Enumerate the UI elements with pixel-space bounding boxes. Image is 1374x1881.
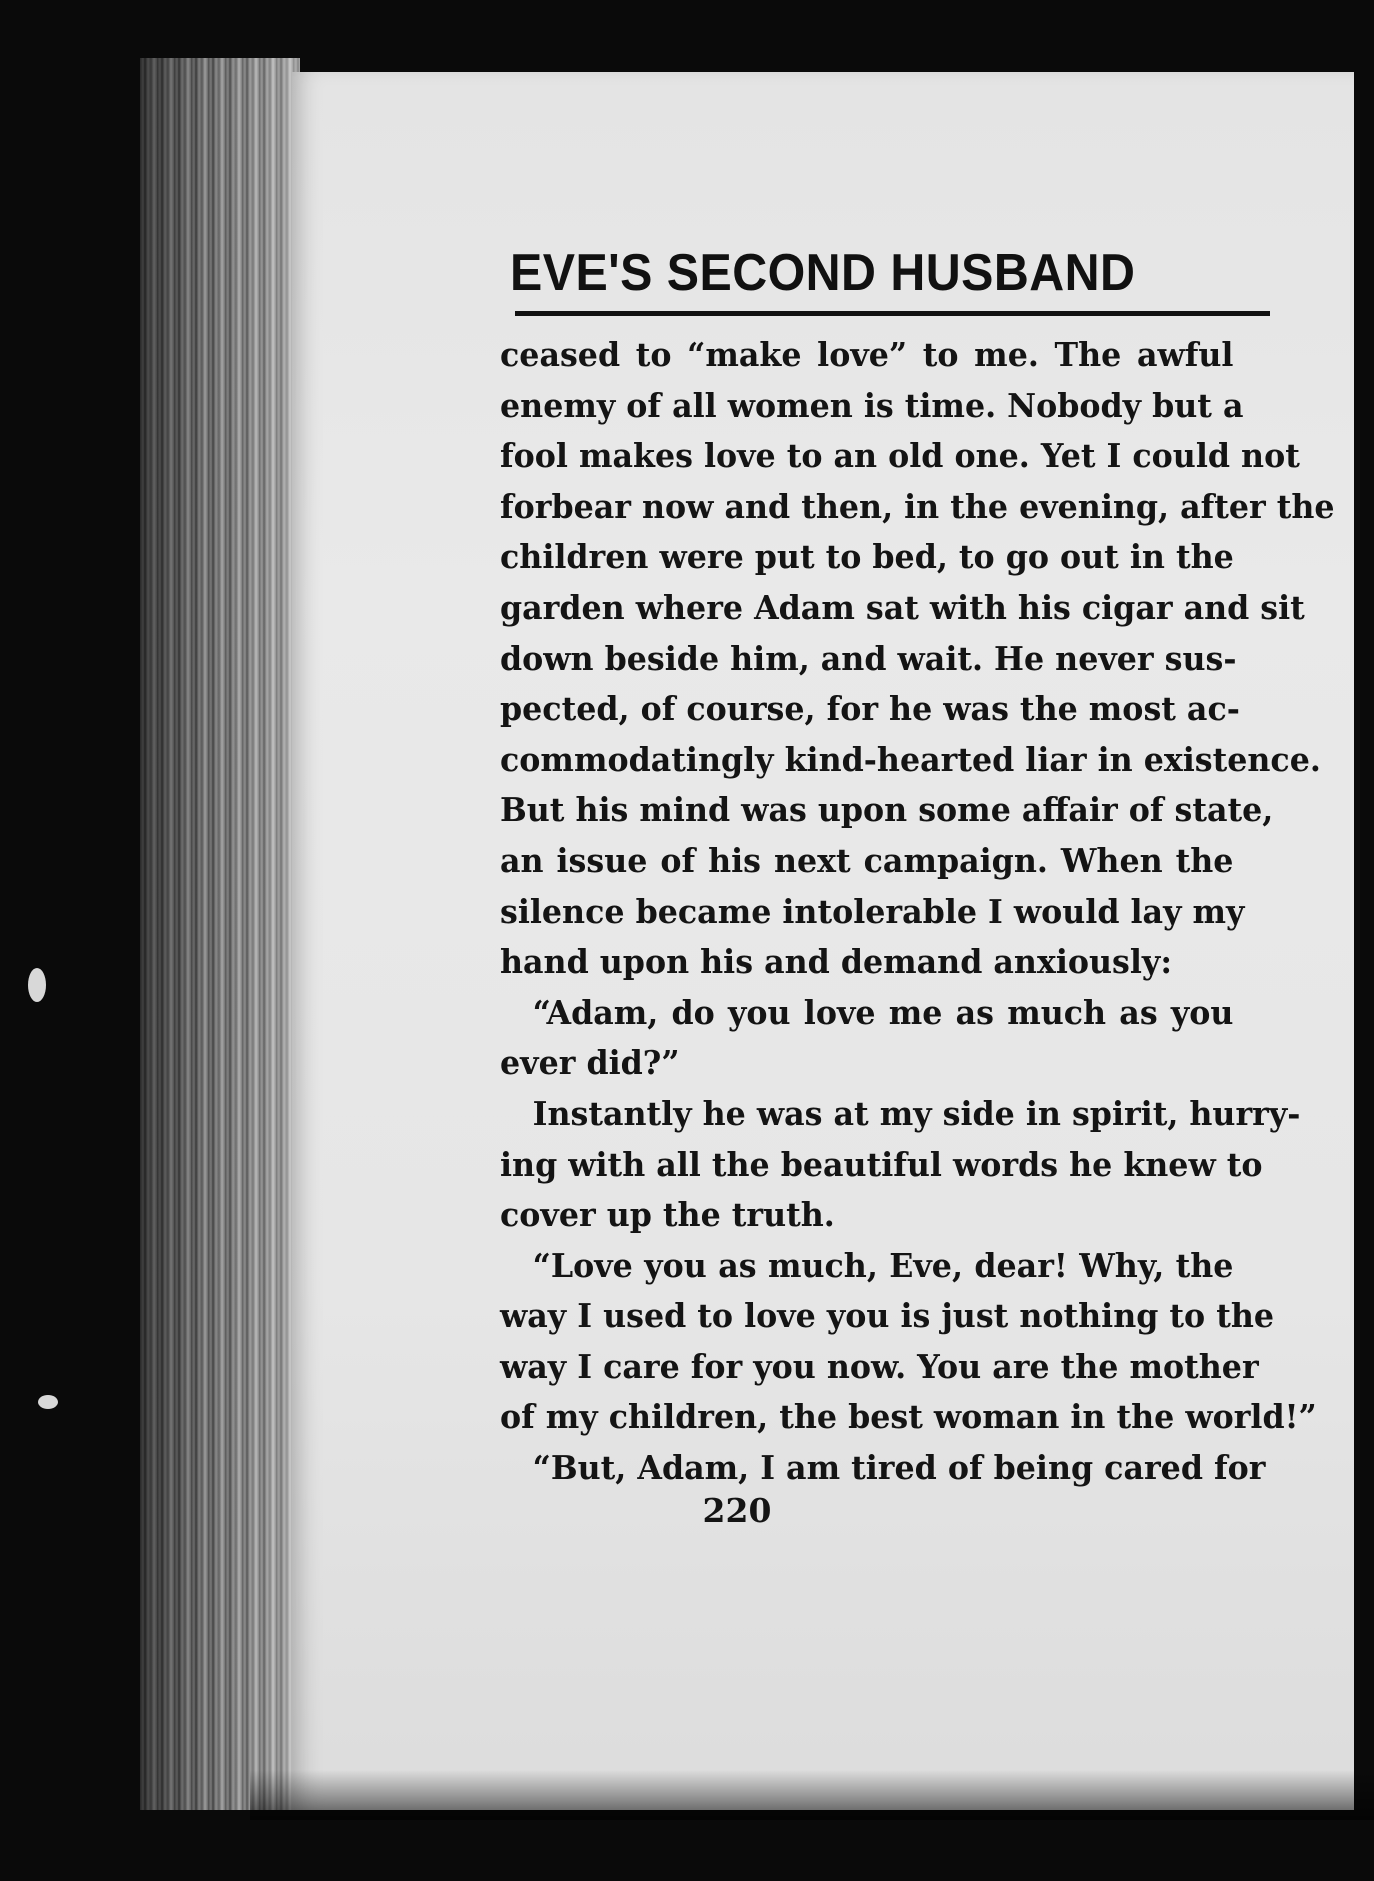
text-line: Instantly he was at my side in spirit, hurry- <box>532 1093 1301 1133</box>
text-line: pected, of course, for he was the most ac- <box>500 689 1240 729</box>
text-line: down beside him, and wait. He never sus- <box>500 638 1237 678</box>
text-line: ing with all the beautiful words he knew to <box>500 1144 1263 1184</box>
text-line: way I used to love you is just nothing to the <box>500 1296 1275 1336</box>
text-line: enemy of all women is time. Nobody but a <box>500 385 1244 425</box>
text-line: hand upon his and demand anxiously: <box>500 942 1173 982</box>
running-head-rule <box>515 311 1270 316</box>
paragraph <box>500 1089 1301 1241</box>
text-line: children were put to bed, to go out in the <box>500 537 1234 577</box>
page-bottom-shadow <box>250 1770 1374 1820</box>
text-line: ceased to “make love” to me. The awful <box>500 335 1234 374</box>
text-line: fool makes love to an old one. Yet I could not <box>500 436 1300 476</box>
text-line: an issue of his next campaign. When the <box>500 840 1234 880</box>
text-line: commodatingly kind-hearted liar in existence. <box>500 739 1321 779</box>
text-line: garden where Adam sat with his cigar and sit <box>500 587 1305 627</box>
text-line: way I care for you now. You are the mother <box>500 1346 1259 1386</box>
text-line: forbear now and then, in the evening, after the <box>500 486 1335 526</box>
text-line: “Love you as much, Eve, dear! Why, the <box>532 1245 1234 1285</box>
paragraph <box>500 1443 1266 1494</box>
running-head: EVE'S SECOND HUSBAND <box>510 244 1136 302</box>
text-line: cover up the truth. <box>500 1195 835 1235</box>
page-fore-edge-shade <box>140 58 300 1810</box>
scan-speck <box>38 1395 58 1409</box>
text-line: of my children, the best woman in the world!” <box>500 1397 1317 1437</box>
page-number: 220 <box>702 1491 772 1530</box>
text-line: But his mind was upon some affair of state, <box>500 790 1274 830</box>
scan-speck <box>28 968 46 1002</box>
paragraph <box>500 330 1335 988</box>
text-line: silence became intolerable I would lay my <box>500 891 1245 931</box>
paragraph <box>500 988 1233 1089</box>
text-line: ever did?” <box>500 1043 680 1083</box>
body-text <box>500 330 1335 1494</box>
paragraph <box>500 1241 1317 1443</box>
text-line: “Adam, do you love me as much as you <box>532 992 1234 1032</box>
text-line: “But, Adam, I am tired of being cared for <box>532 1448 1266 1488</box>
